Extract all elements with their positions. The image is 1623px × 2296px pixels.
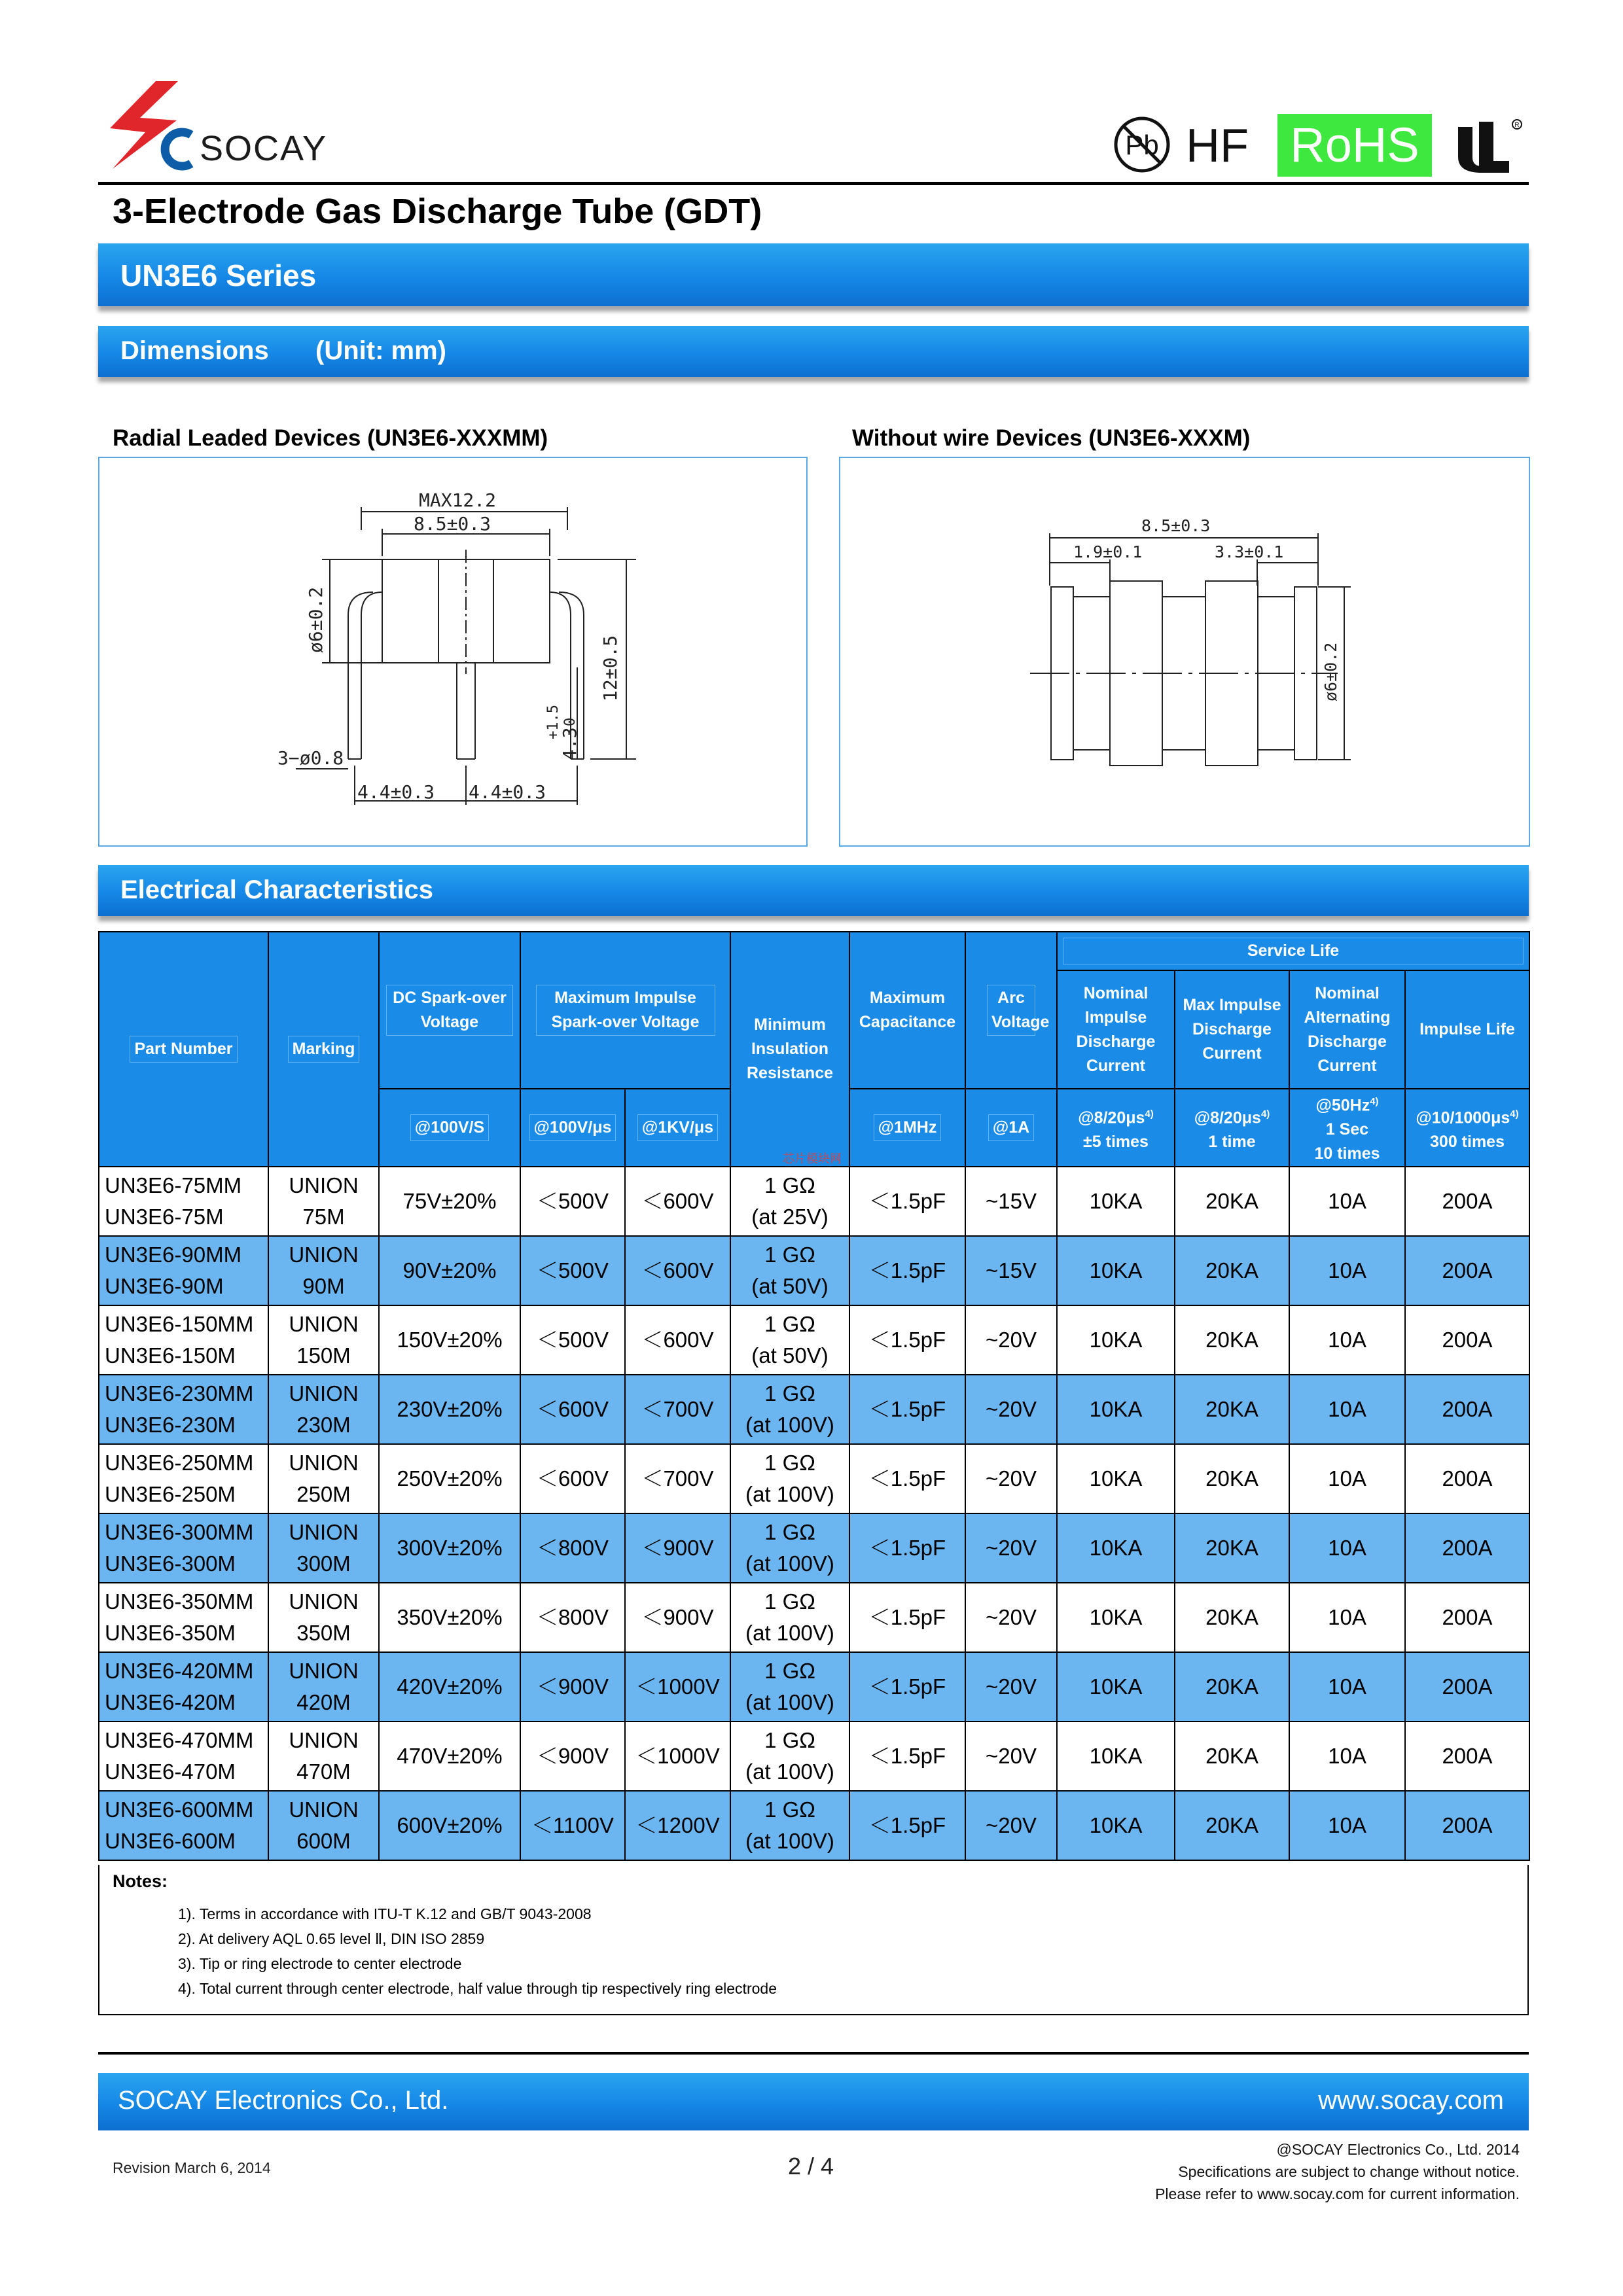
cell-max-impulse: 20KA <box>1175 1513 1289 1583</box>
cell-impulse-life: 200A <box>1405 1513 1529 1583</box>
cell-dc-spark: 420V±20% <box>379 1652 520 1722</box>
note-3: 3). Tip or ring electrode to center electrode <box>178 1955 462 1972</box>
cell-marking: UNION 90M <box>268 1236 379 1305</box>
cell-dc-spark: 250V±20% <box>379 1444 520 1513</box>
cell-part-number: UN3E6-250MM UN3E6-250M <box>99 1444 268 1513</box>
cell-nominal-impulse: 10KA <box>1057 1305 1175 1375</box>
revision-date: March 6, 2014 <box>174 2159 271 2176</box>
cell-impulse-100v: ＜1100V <box>520 1791 625 1860</box>
brand-name: SOCAY <box>200 129 328 168</box>
page-number: 2 / 4 <box>788 2153 834 2180</box>
cell-max-impulse: 20KA <box>1175 1167 1289 1236</box>
cell-alternating: 10A <box>1289 1722 1405 1791</box>
table-row <box>99 1791 1529 1860</box>
cond-arc: @1A <box>965 1089 1057 1167</box>
notes-title: Notes: <box>113 1871 168 1891</box>
radial-leaded-drawing-box <box>98 457 808 847</box>
cell-insulation: 1 GΩ (at 100V) <box>730 1583 849 1652</box>
cell-max-impulse: 20KA <box>1175 1375 1289 1444</box>
cell-impulse-1kv: ＜1200V <box>625 1791 730 1860</box>
cell-arc-voltage: ~20V <box>965 1444 1057 1513</box>
cell-capacitance: ＜1.5pF <box>849 1583 965 1652</box>
dimensions-label: Dimensions <box>120 336 269 365</box>
cell-arc-voltage: ~20V <box>965 1513 1057 1583</box>
cell-arc-voltage: ~20V <box>965 1652 1057 1722</box>
footer-company: SOCAY Electronics Co., Ltd. <box>118 2086 449 2115</box>
cell-capacitance: ＜1.5pF <box>849 1236 965 1305</box>
cell-insulation: 1 GΩ (at 100V) <box>730 1652 849 1722</box>
hdr-nominal-impulse: Nominal Impulse Discharge Current <box>1057 970 1175 1089</box>
cell-arc-voltage: ~15V <box>965 1167 1057 1236</box>
cond-nominal-impulse: $@8/20\mu s^{4)}$ ±5 times <box>1057 1089 1175 1167</box>
cell-dc-spark: 350V±20% <box>379 1583 520 1652</box>
cell-impulse-life: 200A <box>1405 1652 1529 1722</box>
cell-alternating: 10A <box>1289 1167 1405 1236</box>
cell-arc-voltage: ~20V <box>965 1722 1057 1791</box>
cell-part-number: UN3E6-75MM UN3E6-75M <box>99 1167 268 1236</box>
cell-alternating: 10A <box>1289 1236 1405 1305</box>
hdr-marking: Marking <box>268 932 379 1167</box>
table-row <box>99 1236 1529 1305</box>
cond-max-impulse: $@8/20\mu s^{4)}$ 1 time <box>1175 1089 1289 1167</box>
hf-label: HF <box>1186 120 1249 172</box>
dim-max-length: MAX12.2 <box>419 489 497 511</box>
dim-lead-length: 4.3 <box>559 727 580 760</box>
hdr-arc-voltage: Arc Voltage <box>965 932 1057 1089</box>
cell-insulation: 1 GΩ (at 100V) <box>730 1375 849 1444</box>
table-row <box>99 1583 1529 1652</box>
cell-impulse-100v: ＜900V <box>520 1652 625 1722</box>
series-banner <box>98 243 1529 306</box>
cell-impulse-life: 200A <box>1405 1236 1529 1305</box>
cell-alternating: 10A <box>1289 1791 1405 1860</box>
footer-rule <box>98 2052 1529 2055</box>
cell-marking: UNION 600M <box>268 1791 379 1860</box>
dimensions-banner <box>98 326 1529 377</box>
revision-info <box>113 2159 271 2177</box>
cell-impulse-life: 200A <box>1405 1305 1529 1375</box>
cell-arc-voltage: ~20V <box>965 1791 1057 1860</box>
cell-impulse-1kv: ＜600V <box>625 1236 730 1305</box>
header-rule <box>98 182 1529 185</box>
table-row <box>99 1722 1529 1791</box>
cell-impulse-100v: ＜800V <box>520 1513 625 1583</box>
cell-part-number: UN3E6-470MM UN3E6-470M <box>99 1722 268 1791</box>
cell-marking: UNION 350M <box>268 1583 379 1652</box>
table-row <box>99 1167 1529 1236</box>
hdr-min-insulation: Minimum Insulation Resistance <box>730 932 849 1167</box>
hdr-part-number: Part Number <box>99 932 268 1167</box>
cell-arc-voltage: ~20V <box>965 1375 1057 1444</box>
cell-impulse-1kv: ＜900V <box>625 1583 730 1652</box>
cell-impulse-1kv: ＜700V <box>625 1444 730 1513</box>
cond-capacitance: @1MHz <box>849 1089 965 1167</box>
refer-notice: Please refer to www.socay.com for current information. <box>1155 2185 1520 2202</box>
cell-impulse-1kv: ＜700V <box>625 1375 730 1444</box>
cell-impulse-1kv: ＜900V <box>625 1513 730 1583</box>
cell-marking: UNION 150M <box>268 1305 379 1375</box>
cell-dc-spark: 230V±20% <box>379 1375 520 1444</box>
dimensions-unit: (Unit: mm) <box>315 336 446 365</box>
note-2: 2). At delivery AQL 0.65 level Ⅱ, DIN ISO 2859 <box>178 1930 485 1947</box>
cell-capacitance: ＜1.5pF <box>849 1652 965 1722</box>
cell-nominal-impulse: 10KA <box>1057 1375 1175 1444</box>
dim-body-length-right: 8.5±0.3 <box>1141 516 1211 535</box>
cell-nominal-impulse: 10KA <box>1057 1583 1175 1652</box>
without-wire-title: Without wire Devices (UN3E6-XXXM) <box>852 425 1251 451</box>
cell-dc-spark: 150V±20% <box>379 1305 520 1375</box>
cell-impulse-100v: ＜600V <box>520 1444 625 1513</box>
radial-leaded-drawing <box>99 458 806 845</box>
copyright: @SOCAY Electronics Co., Ltd. 2014 <box>1276 2141 1520 2158</box>
cond-impulse-1: @100V/μs <box>520 1089 625 1167</box>
cell-max-impulse: 20KA <box>1175 1305 1289 1375</box>
cell-alternating: 10A <box>1289 1305 1405 1375</box>
cell-max-impulse: 20KA <box>1175 1791 1289 1860</box>
radial-leaded-title: Radial Leaded Devices (UN3E6-XXXMM) <box>113 425 548 451</box>
hdr-max-capacitance: Maximum Capacitance <box>849 932 965 1089</box>
dim-lead-diameter: 3−ø0.8 <box>277 747 344 769</box>
dim-height: 12±0.5 <box>599 635 621 701</box>
cell-marking: UNION 230M <box>268 1375 379 1444</box>
cell-impulse-100v: ＜900V <box>520 1722 625 1791</box>
cell-impulse-100v: ＜500V <box>520 1167 625 1236</box>
cell-impulse-life: 200A <box>1405 1167 1529 1236</box>
pb-free-icon <box>1113 115 1171 174</box>
electrical-characteristics-table <box>98 931 1530 1861</box>
cell-nominal-impulse: 10KA <box>1057 1722 1175 1791</box>
dim-end-cap: 1.9±0.1 <box>1073 542 1143 561</box>
ul-listed-icon <box>1453 118 1525 177</box>
cell-capacitance: ＜1.5pF <box>849 1513 965 1583</box>
cell-capacitance: ＜1.5pF <box>849 1167 965 1236</box>
dim-lead-tol-plus: +1.5 <box>545 705 562 739</box>
cell-impulse-life: 200A <box>1405 1583 1529 1652</box>
cell-marking: UNION 470M <box>268 1722 379 1791</box>
cell-impulse-100v: ＜800V <box>520 1583 625 1652</box>
cell-impulse-100v: ＜600V <box>520 1375 625 1444</box>
spec-notice: Specifications are subject to change without notice. <box>1178 2163 1520 2180</box>
cell-marking: UNION 75M <box>268 1167 379 1236</box>
cell-impulse-100v: ＜500V <box>520 1236 625 1305</box>
cell-part-number: UN3E6-350MM UN3E6-350M <box>99 1583 268 1652</box>
cell-capacitance: ＜1.5pF <box>849 1305 965 1375</box>
svg-text:R: R <box>1514 122 1520 129</box>
table-row <box>99 1652 1529 1722</box>
cell-insulation: 1 GΩ (at 50V) <box>730 1305 849 1375</box>
cell-capacitance: ＜1.5pF <box>849 1791 965 1860</box>
cell-nominal-impulse: 10KA <box>1057 1513 1175 1583</box>
dim-pitch-2: 4.4±0.3 <box>469 781 546 803</box>
series-name: UN3E6 Series <box>120 258 317 292</box>
cell-impulse-life: 200A <box>1405 1791 1529 1860</box>
cell-impulse-1kv: ＜1000V <box>625 1722 730 1791</box>
hdr-nominal-alternating: Nominal Alternating Discharge Current <box>1289 970 1405 1089</box>
cell-part-number: UN3E6-150MM UN3E6-150M <box>99 1305 268 1375</box>
cell-max-impulse: 20KA <box>1175 1722 1289 1791</box>
note-1: 1). Terms in accordance with ITU-T K.12 and GB/T 9043-2008 <box>178 1905 592 1922</box>
cell-alternating: 10A <box>1289 1583 1405 1652</box>
cell-dc-spark: 470V±20% <box>379 1722 520 1791</box>
watermark: 芯片模块网 <box>783 1152 842 1165</box>
dim-diameter: ø6±0.2 <box>305 586 327 653</box>
cell-impulse-1kv: ＜600V <box>625 1167 730 1236</box>
cell-part-number: UN3E6-90MM UN3E6-90M <box>99 1236 268 1305</box>
cell-alternating: 10A <box>1289 1513 1405 1583</box>
hdr-max-impulse-discharge: Max Impulse Discharge Current <box>1175 970 1289 1089</box>
cell-marking: UNION 250M <box>268 1444 379 1513</box>
table-body <box>99 1167 1529 1860</box>
cell-part-number: UN3E6-420MM UN3E6-420M <box>99 1652 268 1722</box>
note-4: 4). Total current through center electrode, half value through tip respectively ring electrode <box>178 1980 777 1997</box>
cell-insulation: 1 GΩ (at 100V) <box>730 1791 849 1860</box>
cell-nominal-impulse: 10KA <box>1057 1236 1175 1305</box>
pb-label: Pb <box>1125 130 1159 160</box>
cond-dc: @100V/S <box>379 1089 520 1167</box>
cell-impulse-1kv: ＜1000V <box>625 1652 730 1722</box>
document-title: 3-Electrode Gas Discharge Tube (GDT) <box>113 192 762 231</box>
table-row <box>99 1375 1529 1444</box>
dim-pitch-1: 4.4±0.3 <box>357 781 435 803</box>
cell-alternating: 10A <box>1289 1444 1405 1513</box>
cell-capacitance: ＜1.5pF <box>849 1444 965 1513</box>
cond-alternating: @50Hz$^{4)}$ 1 Sec 10 times <box>1289 1089 1405 1167</box>
cell-insulation: 1 GΩ (at 100V) <box>730 1722 849 1791</box>
cell-dc-spark: 90V±20% <box>379 1236 520 1305</box>
cell-capacitance: ＜1.5pF <box>849 1722 965 1791</box>
cell-impulse-life: 200A <box>1405 1444 1529 1513</box>
table-row <box>99 1305 1529 1375</box>
cell-max-impulse: 20KA <box>1175 1652 1289 1722</box>
electrical-banner <box>98 865 1529 916</box>
dim-segment: 3.3±0.1 <box>1215 542 1284 561</box>
cell-arc-voltage: ~15V <box>965 1236 1057 1305</box>
cell-capacitance: ＜1.5pF <box>849 1375 965 1444</box>
cell-alternating: 10A <box>1289 1652 1405 1722</box>
cell-nominal-impulse: 10KA <box>1057 1652 1175 1722</box>
cell-arc-voltage: ~20V <box>965 1305 1057 1375</box>
cell-arc-voltage: ~20V <box>965 1583 1057 1652</box>
cell-dc-spark: 600V±20% <box>379 1791 520 1860</box>
cell-max-impulse: 20KA <box>1175 1444 1289 1513</box>
hdr-impulse-life: Impulse Life <box>1405 970 1529 1089</box>
cell-marking: UNION 300M <box>268 1513 379 1583</box>
cell-impulse-100v: ＜500V <box>520 1305 625 1375</box>
cell-insulation: 1 GΩ (at 100V) <box>730 1444 849 1513</box>
footer-banner <box>98 2073 1529 2130</box>
cell-nominal-impulse: 10KA <box>1057 1167 1175 1236</box>
cell-dc-spark: 75V±20% <box>379 1167 520 1236</box>
footer-website-link[interactable]: www.socay.com <box>1318 2086 1504 2115</box>
certification-marks <box>1113 110 1538 182</box>
cell-nominal-impulse: 10KA <box>1057 1444 1175 1513</box>
hdr-dc-spark: DC Spark-over Voltage <box>379 932 520 1089</box>
cell-max-impulse: 20KA <box>1175 1236 1289 1305</box>
cell-impulse-1kv: ＜600V <box>625 1305 730 1375</box>
cell-part-number: UN3E6-230MM UN3E6-230M <box>99 1375 268 1444</box>
revision-label: Revision <box>113 2159 171 2176</box>
cond-impulse-2: @1KV/μs <box>625 1089 730 1167</box>
cell-dc-spark: 300V±20% <box>379 1513 520 1583</box>
cell-insulation: 1 GΩ (at 25V) <box>730 1167 849 1236</box>
rohs-badge: RoHS <box>1277 114 1432 177</box>
hdr-service-life: Service Life <box>1057 932 1529 970</box>
cell-insulation: 1 GΩ (at 100V) <box>730 1513 849 1583</box>
cell-nominal-impulse: 10KA <box>1057 1791 1175 1860</box>
cell-part-number: UN3E6-300MM UN3E6-300M <box>99 1513 268 1583</box>
table-row <box>99 1444 1529 1513</box>
cell-alternating: 10A <box>1289 1375 1405 1444</box>
cell-part-number: UN3E6-600MM UN3E6-600M <box>99 1791 268 1860</box>
dim-lead-tol-minus: 0 <box>562 717 579 726</box>
without-wire-drawing-box <box>839 457 1530 847</box>
cell-max-impulse: 20KA <box>1175 1583 1289 1652</box>
without-wire-drawing <box>840 458 1529 845</box>
dim-body-length: 8.5±0.3 <box>414 513 491 535</box>
cell-marking: UNION 420M <box>268 1652 379 1722</box>
cell-impulse-life: 200A <box>1405 1722 1529 1791</box>
cell-impulse-life: 200A <box>1405 1375 1529 1444</box>
table-row <box>99 1513 1529 1583</box>
cell-insulation: 1 GΩ (at 50V) <box>730 1236 849 1305</box>
electrical-label: Electrical Characteristics <box>120 875 434 904</box>
dim-diameter-right: ø6±0.2 <box>1321 642 1340 701</box>
hdr-max-impulse: Maximum Impulse Spark-over Voltage <box>520 932 730 1089</box>
cond-impulse-life: $@10/1000\mu s^{4)}$ 300 times <box>1405 1089 1529 1167</box>
